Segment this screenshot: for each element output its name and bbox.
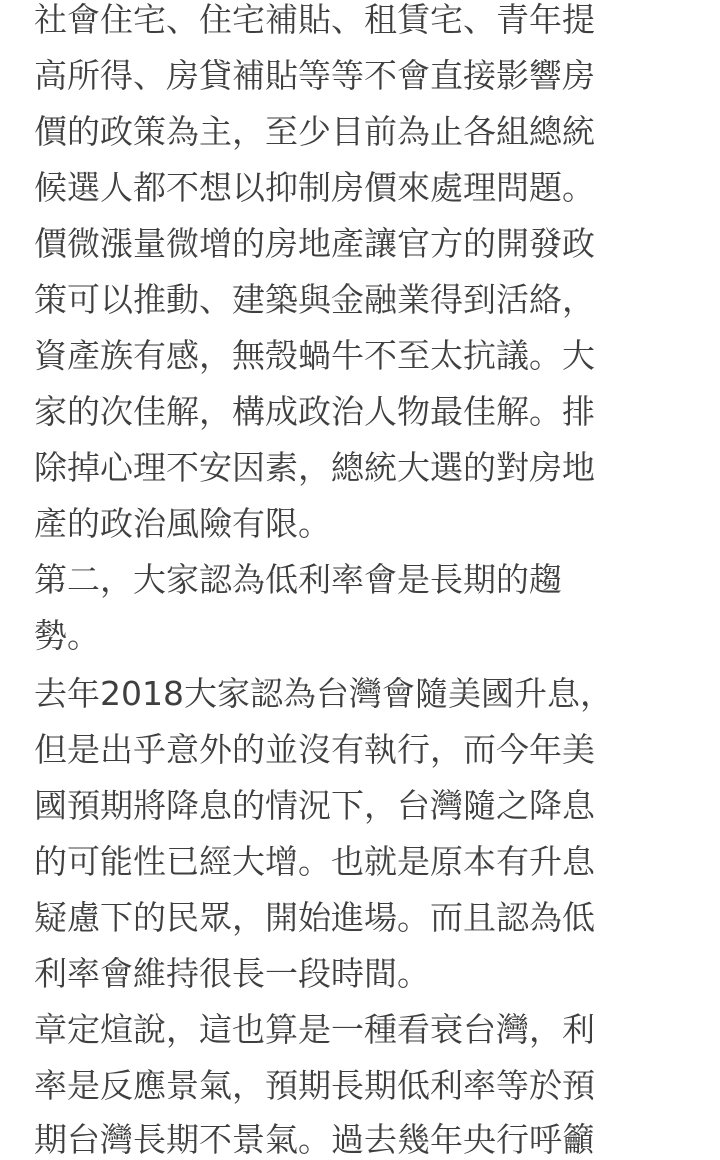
paragraph-1-line-7: 資產族有感，無殼蝸牛不至太抗議。大 bbox=[34, 336, 595, 375]
paragraph-1-line-9: 除掉心理不安因素，總統大選的對房地 bbox=[34, 448, 595, 487]
paragraph-3-line-6: 利率會維持很長一段時間。 bbox=[34, 954, 430, 993]
paragraph-4-line-1: 章定煊說，這也算是一種看衰台灣，利 bbox=[34, 1010, 595, 1049]
paragraph-1-line-1: 社會住宅、住宅補貼、租賃宅、青年提 bbox=[34, 0, 595, 39]
paragraph-1-line-6: 策可以推動、建築與金融業得到活絡， bbox=[34, 280, 595, 319]
paragraph-2-line-1: 第二，大家認為低利率會是長期的趨 bbox=[34, 560, 562, 599]
article-body bbox=[34, 0, 686, 1160]
paragraph-3-line-5: 疑慮下的民眾，開始進場。而且認為低 bbox=[34, 898, 595, 937]
paragraph-2-line-2: 勢。 bbox=[34, 616, 100, 655]
paragraph-4-line-2: 率是反應景氣，預期長期低利率等於預 bbox=[34, 1066, 595, 1105]
paragraph-3-line-2: 但是出乎意外的並沒有執行，而今年美 bbox=[34, 730, 595, 769]
paragraph-1-line-8: 家的次佳解，構成政治人物最佳解。排 bbox=[34, 392, 595, 431]
paragraph-1-line-3: 價的政策為主，至少目前為止各組總統 bbox=[34, 112, 595, 151]
paragraph-3-line-1: 去年2018大家認為台灣會隨美國升息， bbox=[34, 674, 613, 713]
paragraph-1-line-5: 價微漲量微增的房地產讓官方的開發政 bbox=[34, 224, 595, 263]
paragraph-1-line-2: 高所得、房貸補貼等等不會直接影響房 bbox=[34, 56, 595, 95]
paragraph-4-line-3: 期台灣長期不景氣。過去幾年央行呼籲 bbox=[34, 1120, 595, 1159]
paragraph-1-line-4: 候選人都不想以抑制房價來處理問題。 bbox=[34, 168, 595, 207]
paragraph-3-line-4: 的可能性已經大增。也就是原本有升息 bbox=[34, 842, 595, 881]
paragraph-3-line-3: 國預期將降息的情況下，台灣隨之降息 bbox=[34, 786, 595, 825]
paragraph-1-line-10: 產的政治風險有限。 bbox=[34, 504, 331, 543]
